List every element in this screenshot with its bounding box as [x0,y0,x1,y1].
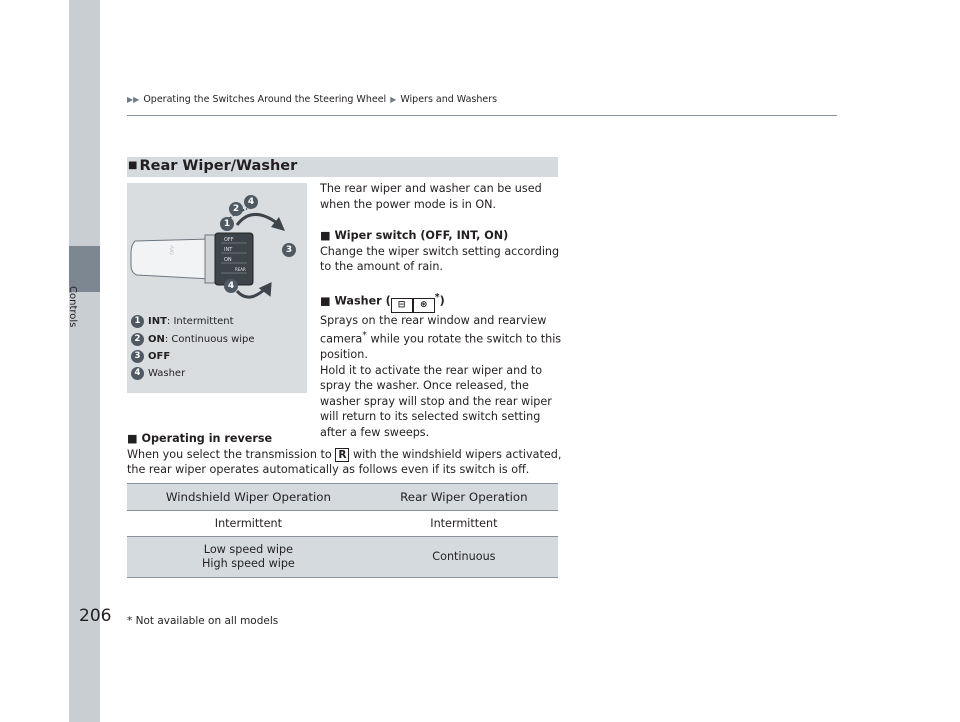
header-rule [127,115,837,116]
reverse-key: R [335,448,349,462]
figure-badge-3: 3 [282,243,296,257]
reverse-text: When you select the transmission to R with the windshield wipers activated, the rear wiper operates automatically as follows even if its switch is off. [127,447,562,476]
breadcrumb-item[interactable]: Operating the Switches Around the Steering Wheel [143,94,387,105]
figure-badge-2: 2 [229,202,243,216]
legend-badge: 3 [131,350,144,363]
square-bullet-icon: ■ [320,229,335,242]
legend-item: 1 INT: Intermittent [131,315,234,328]
washer-icon: ⊟ [391,298,413,313]
washer-text-2: Hold it to activate the rear wiper and to spray the washer. Once released, the washer spray will stop and the rear wiper will return to its selected switch setting after a few sweeps. [320,363,552,439]
table-header-windshield: Windshield Wiper Operation [127,484,370,511]
figure-badge-4-bottom: 4 [224,279,238,293]
reverse-block [127,431,567,478]
square-bullet-icon: ■ [127,432,142,445]
table-row [127,511,558,537]
camera-washer-icon: ⊛ [413,298,435,313]
wiper-switch-text: Change the wiper switch setting according to the amount of rain. [320,244,560,273]
intro-text: The rear wiper and washer can be used when the power mode is in ON. [320,182,542,211]
footnote: * Not available on all models [127,615,279,627]
washer-block [320,290,565,440]
square-bullet-icon: ■ [320,294,335,308]
legend-badge: 4 [131,367,144,380]
washer-text-1: Sprays on the rear window and rearview camera* while you rotate the switch to this position. [320,313,562,362]
legend-badge: 2 [131,333,144,346]
section-title: ■ Rear Wiper/Washer [128,158,298,174]
legend-item: 4 Washer [131,367,185,380]
table-cell: Low speed wipe High speed wipe [127,537,370,578]
breadcrumb-item[interactable]: Wipers and Washers [400,94,498,105]
wiper-switch-heading: ■ Wiper switch (OFF, INT, ON) [320,229,509,242]
breadcrumb [127,94,497,105]
table-cell: Intermittent [370,511,558,537]
figure-badge-4-top: 4 [244,195,258,209]
reverse-heading: ■ Operating in reverse [127,432,273,445]
square-bullet-icon: ■ [128,160,138,171]
table-cell: Continuous [370,537,558,578]
legend-item: 2 ON: Continuous wipe [131,333,255,346]
washer-heading: ■ Washer ( ⊟ ⊛*) [320,290,565,313]
wiper-switch-block [320,228,565,275]
sidebar-label: Controls [67,286,78,328]
page-number: 206 [79,606,112,626]
wiper-operation-table [127,483,558,578]
svg-text:OFF: OFF [169,244,177,256]
breadcrumb-arrow-icon: ▶ [390,95,397,104]
figure-badge-1: 1 [220,217,234,231]
breadcrumb-arrow-icon: ▶▶ [127,95,140,104]
stalk-label-on: ON [224,257,232,263]
stalk-label-int: INT [224,247,233,253]
legend-item: 3 OFF [131,350,170,363]
table-header-rear: Rear Wiper Operation [370,484,558,511]
stalk-label-off: OFF [224,237,234,243]
legend-badge: 1 [131,315,144,328]
table-row [127,537,558,578]
table-cell: Intermittent [127,511,370,537]
stalk-label-rear: REAR [235,267,246,272]
